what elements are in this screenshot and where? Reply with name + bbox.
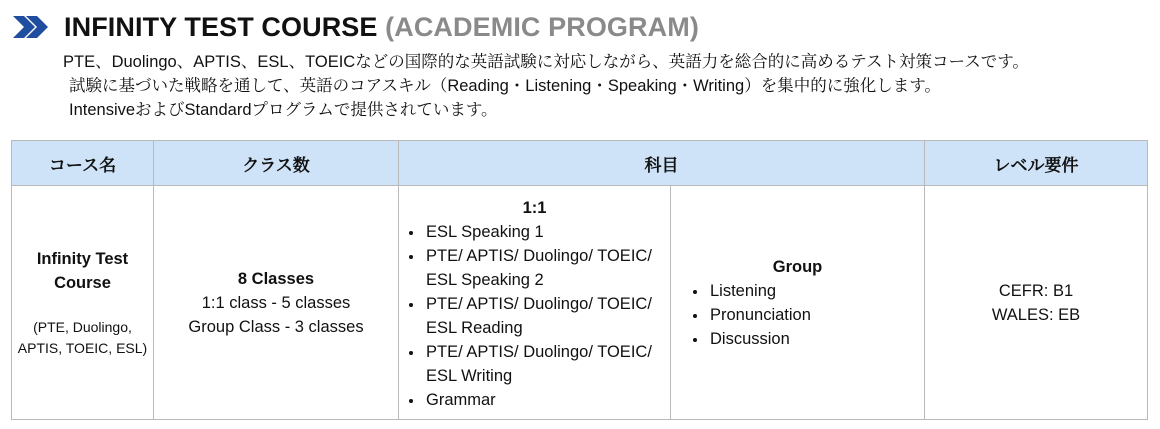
course-note: (PTE, Duolingo, APTIS, TOEIC, ESL) — [17, 318, 148, 356]
level-cefr: CEFR: B1 — [998, 281, 1074, 300]
page-title — [64, 12, 699, 43]
table-header-row — [12, 141, 1148, 186]
header-course-name: コース名 — [12, 141, 154, 186]
list-item: Grammar — [407, 388, 670, 412]
group-label: Group — [772, 257, 823, 276]
list-item: PTE/ APTIS/ Duolingo/ TOEIC/ ESL Writing — [407, 340, 670, 388]
course-table — [11, 140, 1148, 420]
level-wales: WALES: EB — [991, 305, 1081, 324]
one-to-one-label: 1:1 — [522, 199, 547, 217]
list-item: Discussion — [691, 327, 924, 351]
header-classes: クラス数 — [154, 141, 399, 186]
classes-cell — [154, 186, 399, 420]
header-level: レベル要件 — [925, 141, 1148, 186]
list-item: Listening — [691, 279, 924, 303]
title-sub: (ACADEMIC PROGRAM) — [385, 11, 699, 42]
course-name-cell — [12, 186, 154, 420]
classes-total: 8 Classes — [237, 269, 315, 288]
one-to-one-subjects-cell — [399, 186, 671, 420]
one-to-one-list — [399, 220, 670, 412]
header-subjects: 科目 — [399, 141, 925, 186]
level-cell — [925, 186, 1148, 420]
table-row — [12, 186, 1148, 420]
title-main: INFINITY TEST COURSE — [64, 11, 378, 42]
list-item: PTE/ APTIS/ Duolingo/ TOEIC/ ESL Reading — [407, 292, 670, 340]
list-item: Pronunciation — [691, 303, 924, 327]
intro-text — [63, 50, 1029, 122]
group-list — [671, 279, 924, 351]
double-chevron-right-icon — [12, 14, 50, 40]
intro-line-1: PTE、Duolingo、APTIS、ESL、TOEICなどの国際的な英語試験に対応しながら、英語力を総合的に高めるテスト対策コースです。 — [63, 53, 1029, 71]
list-item: ESL Speaking 1 — [407, 220, 670, 244]
list-item: PTE/ APTIS/ Duolingo/ TOEIC/ ESL Speaking 2 — [407, 244, 670, 292]
course-name: Infinity Test Course — [36, 249, 129, 292]
intro-line-3: IntensiveおよびStandardプログラムで提供されています。 — [69, 101, 498, 119]
classes-one-to-one: 1:1 class - 5 classes — [201, 293, 351, 312]
intro-line-2: 試験に基づいた戦略を通して、英語のコアスキル（Reading・Listening・Speaking・Writing）を集中的に強化します。 — [69, 77, 941, 95]
classes-group: Group Class - 3 classes — [188, 317, 364, 336]
title-row — [12, 10, 699, 44]
group-subjects-cell — [671, 186, 925, 420]
